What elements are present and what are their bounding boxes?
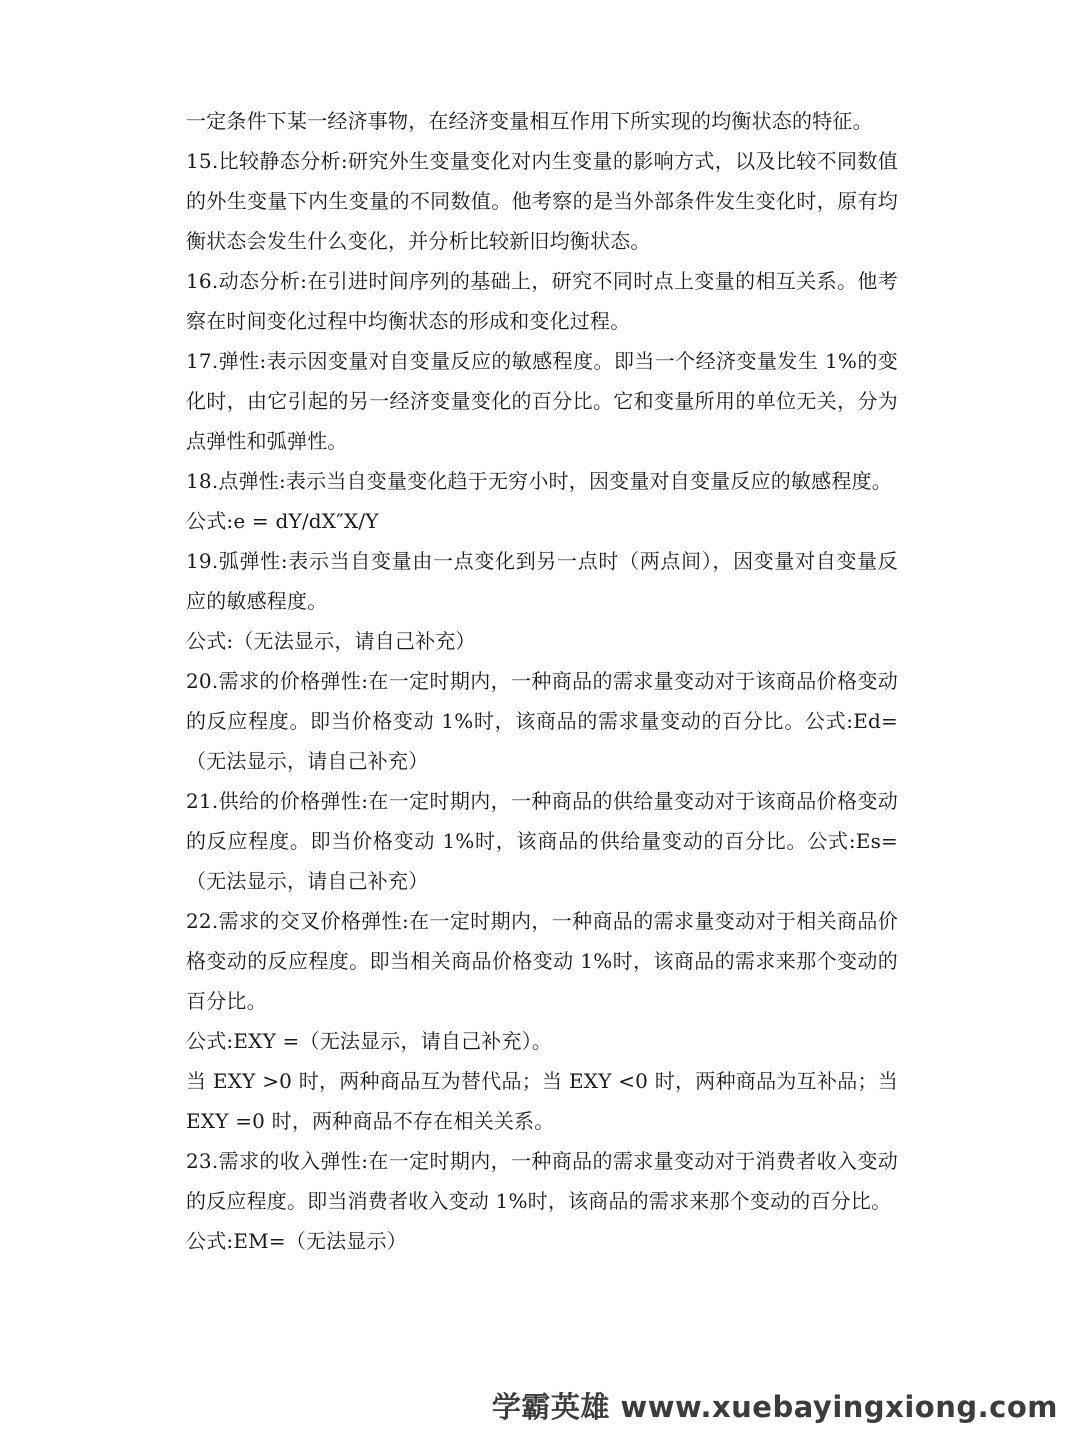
formula-arc-elasticity: 公式:（无法显示，请自己补充） xyxy=(186,629,476,653)
paragraph-cross-price-elasticity: 22.需求的交叉价格弹性:在一定时期内，一种商品的需求量变动对于相关商品价格变动的反应程度。即当相关商品价格变动 1%时，该商品的需求来那个变动的百分比。 xyxy=(186,909,898,1013)
paragraph-elasticity: 17.弹性:表示因变量对自变量反应的敏感程度。即当一个经济变量发生 1%的变化时，由它引起的另一经济变量变化的百分比。它和变量所用的单位无关，分为点弹性和弧弹性。 xyxy=(186,349,898,453)
paragraph-arc-elasticity: 19.弧弹性:表示当自变量由一点变化到另一点时（两点间），因变量对自变量反应的敏感程度。 xyxy=(186,549,898,613)
formula-point-elasticity: 公式:e = dY/dX″X/Y xyxy=(186,509,379,533)
paragraph-equilibrium-features: 一定条件下某一经济事物，在经济变量相互作用下所实现的均衡状态的特征。 xyxy=(186,109,873,133)
paragraph-cross-elasticity-interpretation: 当 EXY >0 时，两种商品互为替代品；当 EXY <0 时，两种商品为互补品；当 EXY =0 时，两种商品不存在相关关系。 xyxy=(186,1069,898,1133)
paragraph-price-elasticity-demand: 20.需求的价格弹性:在一定时期内，一种商品的需求量变动对于该商品价格变动的反应程度。即当价格变动 1%时，该商品的需求量变动的百分比。公式:Ed=（无法显示，请自己补充） xyxy=(186,669,898,773)
paragraph-comparative-static-analysis: 15.比较静态分析:研究外生变量变化对内生变量的影响方式，以及比较不同数值的外生变量下内生变量的不同数值。他考察的是当外部条件发生变化时，原有均衡状态会发生什么变化，并分析比较新旧均衡状态。 xyxy=(186,149,898,253)
paragraph-income-elasticity: 23.需求的收入弹性:在一定时期内，一种商品的需求量变动对于消费者收入变动的反应程度。即当消费者收入变动 1%时，该商品的需求来那个变动的百分比。 xyxy=(186,1149,898,1213)
formula-cross-price-elasticity: 公式:EXY =（无法显示，请自己补充）。 xyxy=(186,1029,553,1053)
document-body xyxy=(186,101,898,1261)
paragraph-point-elasticity: 18.点弹性:表示当自变量变化趋于无穷小时，因变量对自变量反应的敏感程度。 xyxy=(186,469,892,493)
paragraph-dynamic-analysis: 16.动态分析:在引进时间序列的基础上，研究不同时点上变量的相互关系。他考察在时间变化过程中均衡状态的形成和变化过程。 xyxy=(186,269,898,333)
formula-income-elasticity: 公式:EM=（无法显示） xyxy=(186,1229,407,1253)
watermark-footer: 学霸英雄 www.xuebayingxiong.com xyxy=(491,1390,1058,1424)
paragraph-price-elasticity-supply: 21.供给的价格弹性:在一定时期内，一种商品的供给量变动对于该商品价格变动的反应程度。即当价格变动 1%时，该商品的供给量变动的百分比。公式:Es=（无法显示，请自己补充） xyxy=(186,789,898,893)
